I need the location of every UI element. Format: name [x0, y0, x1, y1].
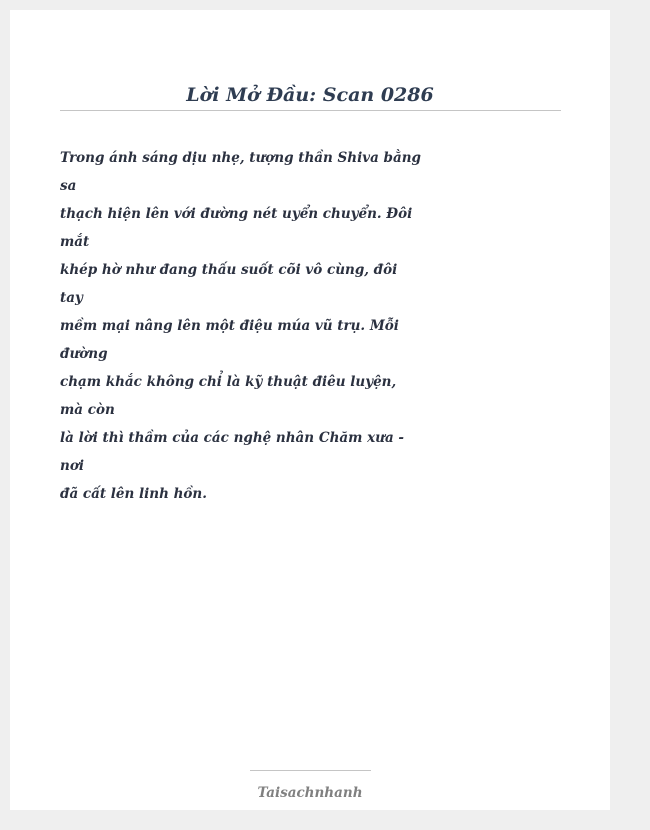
text-line: thạch hiện lên với đường nét uyển chuyển. Đôi [60, 206, 413, 222]
text-line: đường [60, 346, 108, 362]
footer-divider [250, 770, 371, 771]
footer-credit: Taisachnhanh [257, 785, 363, 801]
text-line: mắt [60, 234, 90, 250]
text-line: Trong ánh sáng dịu nhẹ, tượng thần Shiva bằng [60, 150, 421, 166]
text-line: mềm mại nâng lên một điệu múa vũ trụ. Mỗi [60, 318, 399, 334]
text-line: nơi [60, 458, 84, 474]
title-divider [60, 110, 561, 111]
document-page [10, 10, 610, 810]
text-line: chạm khắc không chỉ là kỹ thuật điêu luyện, [60, 374, 397, 390]
text-line: tay [60, 290, 83, 306]
text-line: sa [60, 178, 77, 194]
text-line: đã cất lên linh hồn. [60, 486, 207, 502]
text-line: mà còn [60, 402, 115, 418]
page-title: Lời Mở Đầu: Scan 0286 [186, 84, 434, 106]
body-text [60, 144, 421, 508]
text-line: là lời thì thầm của các nghệ nhân Chăm xưa - [60, 430, 405, 446]
text-line: khép hờ như đang thấu suốt cõi vô cùng, đôi [60, 262, 398, 278]
